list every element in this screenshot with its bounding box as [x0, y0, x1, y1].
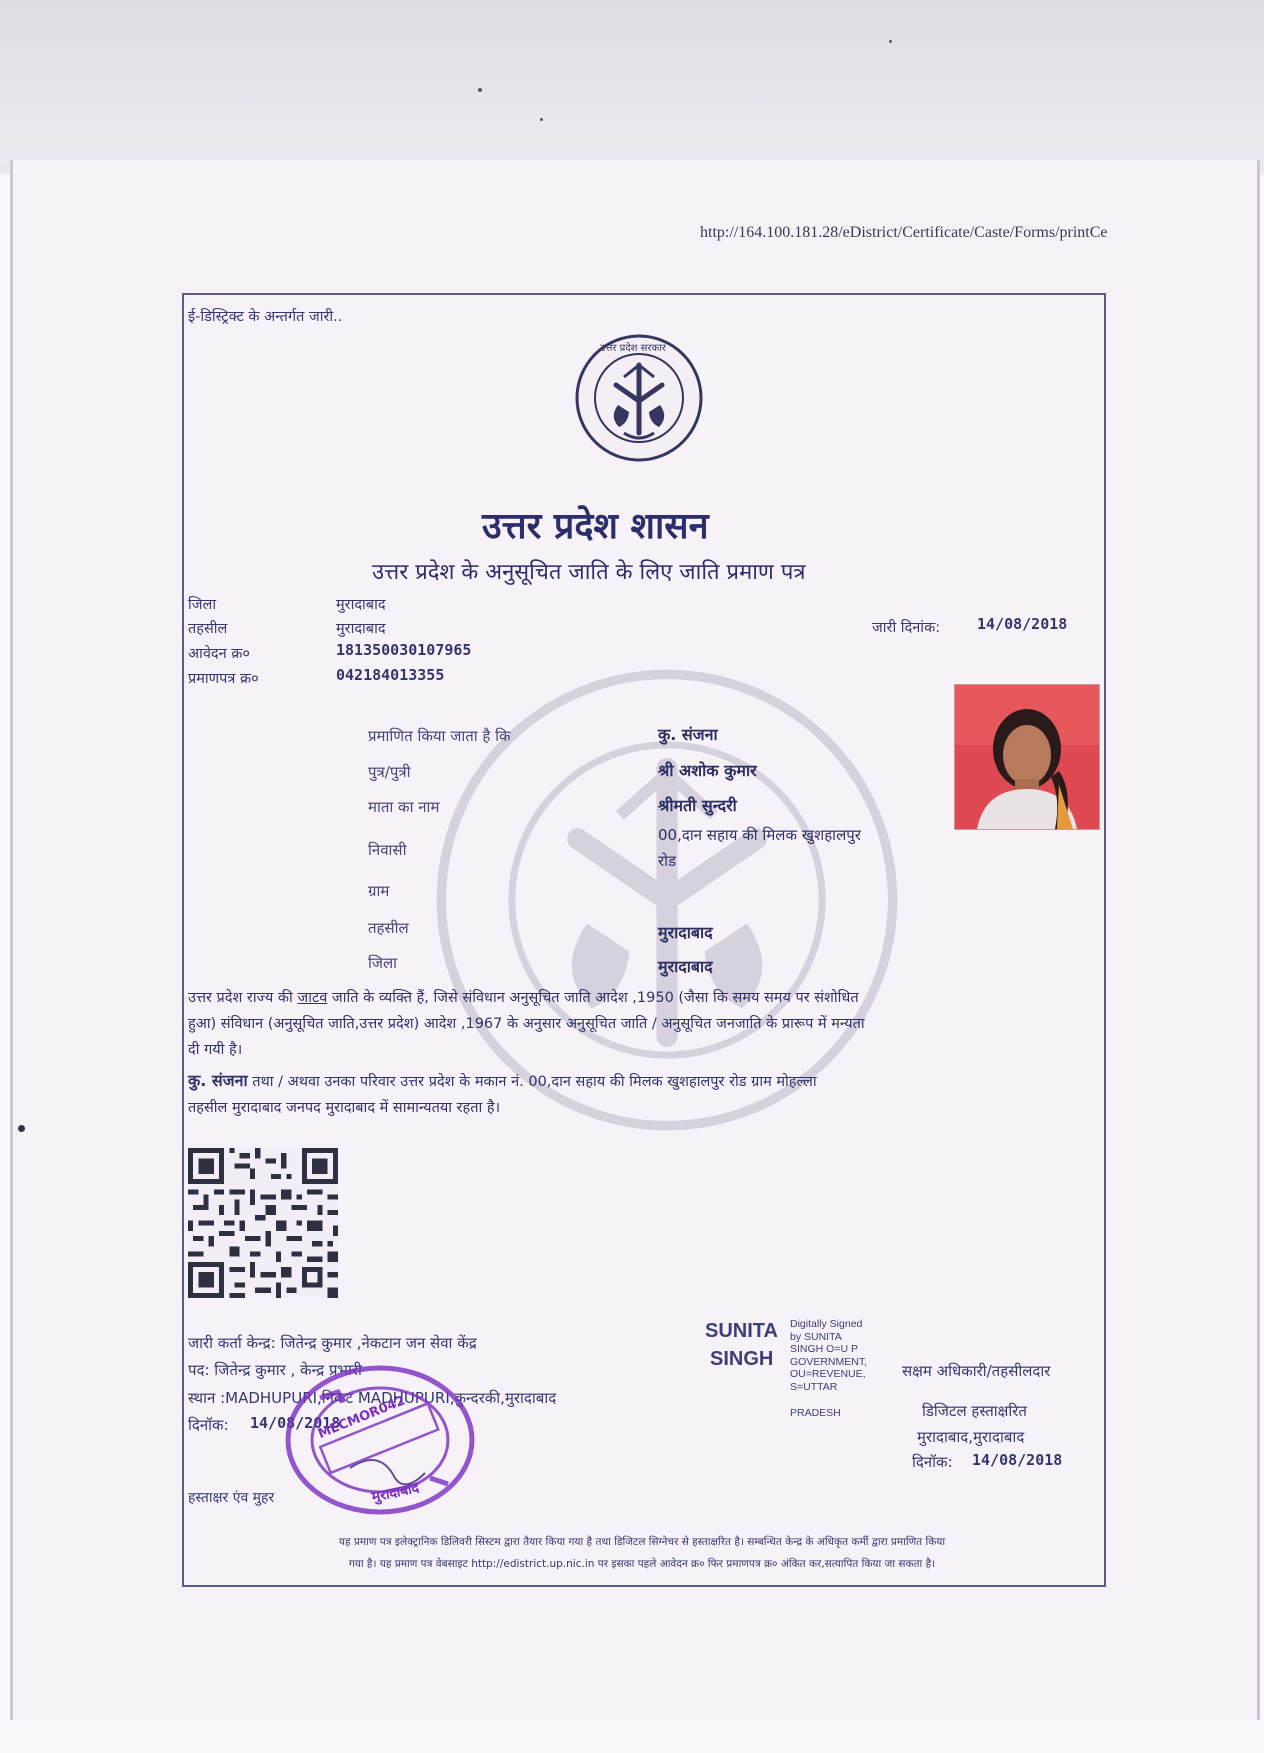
residence-line-2: तहसील मुरादाबाद जनपद मुरादाबाद में सामान्यतया रहता है।	[188, 1100, 501, 1116]
tehsil-value: मुरादाबाद	[336, 621, 386, 637]
caste-statement-paragraph	[188, 985, 1088, 1063]
ds-line: OU=REVENUE,	[790, 1368, 866, 1380]
certified-tehsil-label: तहसील	[368, 919, 409, 937]
caste-statement-text-b: जाति के व्यक्ति हैं, जिसे संविधान अनुसूचित जाति आदेश ,1950 (जैसा कि समय समय पर संशोधित	[327, 990, 859, 1006]
stamp-city: मुरादाबाद	[370, 1480, 421, 1506]
district-label: जिला	[188, 597, 217, 613]
scan-speck	[540, 118, 543, 121]
scan-speck	[889, 40, 892, 43]
mother-label: माता का नाम	[368, 798, 440, 816]
certificate-title: उत्तर प्रदेश के अनुसूचित जाति के लिए जाति प्रमाण पत्र	[372, 560, 806, 585]
issue-date-label: जारी दिनांक:	[872, 620, 941, 636]
mother-name: श्रीमती सुन्दरी	[658, 796, 737, 815]
resident-label: निवासी	[368, 841, 407, 859]
verification-qr-code	[188, 1148, 338, 1298]
footer-note-line-2: गया है। यह प्रमाण पत्र वेबसाइट http://edistrict.up.nic.in पर इसका पहले आवेदन क्र० फिर प्रमाणपत्र क्र० अंकित कर,सत्यापित किया जा सकता है।	[348, 1558, 936, 1570]
issue-date: 14/08/2018	[977, 615, 1068, 633]
digital-signature-details	[790, 1318, 867, 1420]
signature-date-label: दिनॉक:	[912, 1453, 953, 1471]
certified-name: कु. संजना	[658, 725, 718, 744]
authority-title: सक्षम अधिकारी/तहसीलदार	[902, 1362, 1051, 1380]
address-line-1: 00,दान सहाय की मिलक खुशहालपुर	[658, 826, 861, 844]
parent-label: पुत्र/पुत्री	[368, 763, 411, 781]
applicant-photo	[954, 684, 1100, 830]
certificate-no-label: प्रमाणपत्र क्र०	[188, 671, 259, 687]
government-title: उत्तर प्रदेश शासन	[482, 505, 709, 547]
certified-district-value: मुरादाबाद	[658, 957, 713, 976]
tehsil-label: तहसील	[188, 621, 228, 637]
caste-statement-line-3: दी गयी है।	[188, 1042, 243, 1058]
certificate-no: 042184013355	[336, 666, 445, 684]
ds-line: Digitally Signed	[790, 1318, 863, 1330]
punch-hole	[18, 1125, 25, 1132]
signature-location: मुरादाबाद,मुरादाबाद	[917, 1428, 1025, 1446]
district-value: मुरादाबाद	[336, 597, 386, 613]
ds-line: by SUNITA	[790, 1330, 842, 1343]
application-no: 181350030107965	[336, 641, 472, 659]
stamp-code: MECMOR042	[316, 1393, 408, 1442]
parent-name: श्री अशोक कुमार	[658, 761, 757, 780]
residence-line-1: तथा / अथवा उनका परिवार उत्तर प्रदेश के मकान नं. 00,दान सहाय की मिलक खुशहालपुर रोड ग्राम मोहल्ला	[247, 1074, 817, 1090]
scan-speck	[478, 88, 482, 92]
ds-line: GOVERNMENT,	[790, 1355, 868, 1368]
issuer-date: 14/08/2018	[250, 1414, 341, 1432]
print-url: http://164.100.181.28/eDistrict/Certificate/Caste/Forms/printCe	[700, 224, 1108, 241]
residence-paragraph	[188, 1068, 1088, 1121]
issuing-center: जारी कर्ता केन्द्र: जितेन्द्र कुमार ,नेकटान जन सेवा केंद्र	[188, 1334, 477, 1352]
issuer-post: पद: जितेन्द्र कुमार , केन्द्र प्रभारी	[188, 1361, 362, 1379]
certified-tehsil-value: मुरादाबाद	[658, 923, 713, 942]
ds-line: SINGH O=U P	[790, 1343, 858, 1355]
scanner-shadow-top	[0, 0, 1264, 175]
issuer-date-label: दिनॉक:	[188, 1416, 229, 1434]
address-line-2: रोड	[658, 852, 677, 870]
village-label: ग्राम	[368, 882, 390, 900]
application-no-label: आवेदन क्र०	[188, 646, 250, 662]
digitally-signed-label: डिजिटल हस्ताक्षरित	[922, 1402, 1027, 1420]
footer-note-line-1: यह प्रमाण पत्र इलेक्ट्रानिक डिलिवरी सिस्टम द्वारा तैयार किया गया है तथा डिजिटल सिग्नेचर से हस्ताक्षरित है। सम्बन्धित केन्द्र के अधिकृत कर्मी द्वारा प्रमाणित किया	[338, 1536, 946, 1548]
residence-name: कु. संजना	[188, 1071, 248, 1090]
ds-line: PRADESH	[790, 1407, 841, 1419]
issued-under-text: ई-डिस्ट्रिक्ट के अन्तर्गत जारी..	[188, 309, 343, 325]
issuer-place: स्थान :MADHUPURI,निकट MADHUPURI,कुन्दरकी,मुरादाबाद	[188, 1389, 557, 1407]
caste-statement-text-a: उत्तर प्रदेश राज्य की	[188, 990, 298, 1006]
signer-name-line-1: SUNITA	[705, 1320, 778, 1342]
emblem-caption: उत्तर प्रदेश सरकार	[600, 343, 666, 354]
signer-name-line-2: SINGH	[710, 1348, 774, 1370]
signature-date: 14/08/2018	[972, 1451, 1063, 1469]
ds-line: S=UTTAR	[790, 1380, 838, 1393]
caste-statement-line-2: हुआ) संविधान (अनुसूचित जाति,उत्तर प्रदेश) आदेश ,1967 के अनुसार अनुसूचित जाति / अनुसूचित जनजाति के प्रारूप में मन्यता	[188, 1016, 865, 1032]
caste-name: जाटव	[297, 990, 328, 1006]
signature-seal-label: हस्ताक्षर एंव मुहर	[188, 1490, 275, 1506]
certified-district-label: जिला	[368, 954, 398, 972]
certify-intro-label: प्रमाणित किया जाता है कि	[368, 727, 511, 745]
